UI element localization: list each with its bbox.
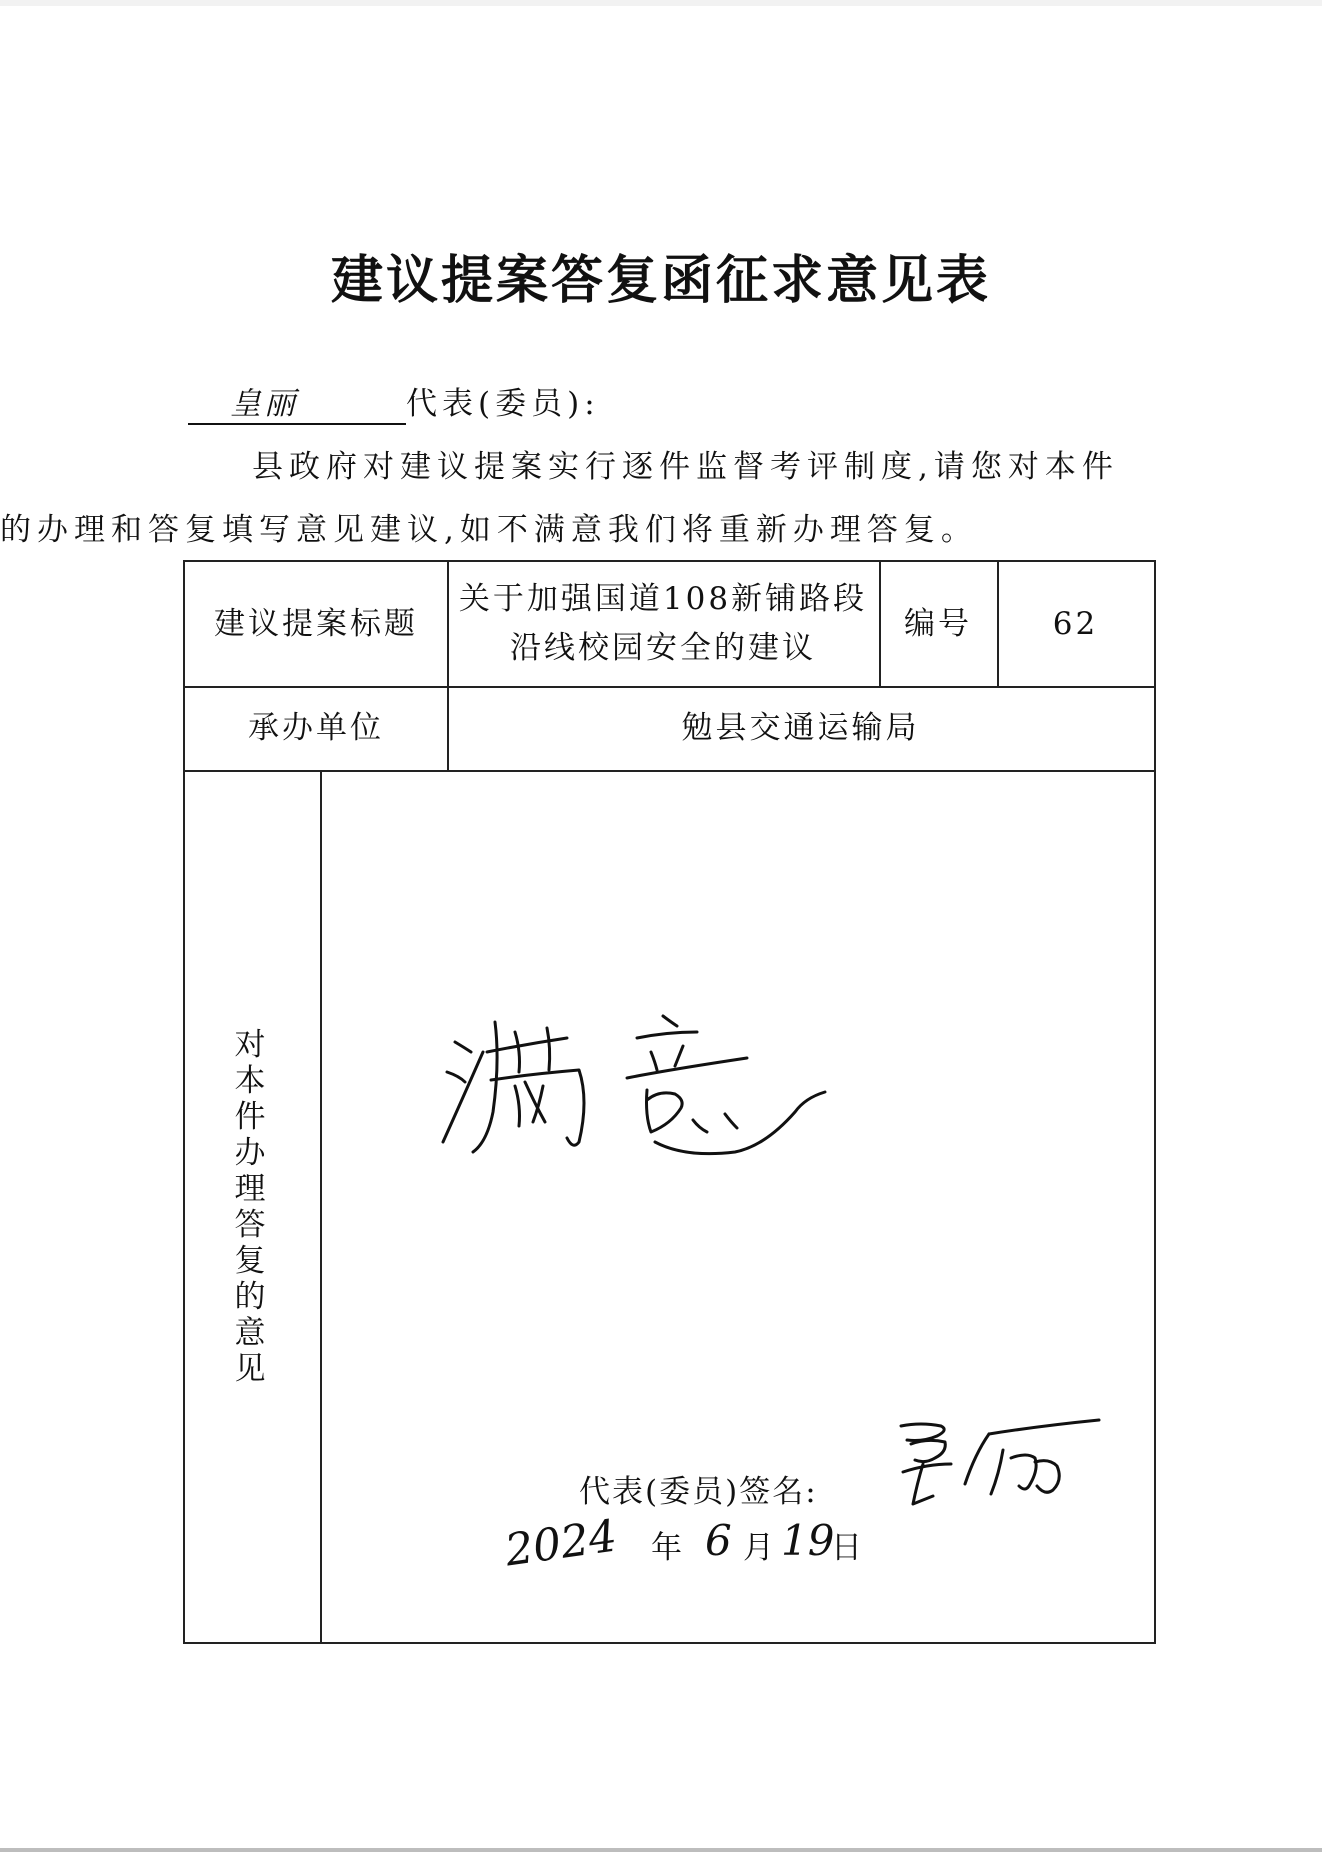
opinion-label-char: 件 bbox=[234, 1099, 266, 1135]
opinion-label-char: 办 bbox=[234, 1135, 266, 1171]
intro-paragraph bbox=[0, 436, 1168, 562]
scan-edge-top bbox=[0, 0, 1322, 6]
opinion-label-char: 复 bbox=[234, 1243, 266, 1279]
opinion-label-char: 意 bbox=[234, 1315, 266, 1351]
number-label: 编号 bbox=[904, 605, 972, 642]
opinion-label-char: 本 bbox=[234, 1063, 266, 1099]
date-month-handwritten: 6 bbox=[705, 1516, 732, 1565]
handwritten-opinion bbox=[425, 1002, 845, 1162]
opinion-label-char: 的 bbox=[234, 1279, 266, 1315]
document-title: 建议提案答复函征求意见表 bbox=[330, 250, 991, 311]
representative-name: 皇丽 bbox=[188, 378, 406, 425]
opinion-label-char: 理 bbox=[234, 1171, 266, 1207]
intro-line-1: 县政府对建议提案实行逐件监督考评制度,请您对本件 bbox=[252, 449, 1119, 485]
number-value: 62 bbox=[1052, 605, 1099, 642]
signature-label: 代表(委员)签名: bbox=[579, 1474, 818, 1510]
date-year-suffix: 年 bbox=[651, 1530, 682, 1566]
intro-line-2: 的办理和答复填写意见建议,如不满意我们将重新办理答复。 bbox=[0, 512, 978, 548]
unit-value: 勉县交通运输局 bbox=[681, 709, 920, 746]
date-year-handwritten: 2024 bbox=[501, 1510, 620, 1577]
unit-label: 承办单位 bbox=[248, 709, 384, 746]
date-day-suffix: 日 bbox=[831, 1530, 862, 1566]
date-month-suffix: 月 bbox=[743, 1530, 774, 1566]
date-day-handwritten: 19 bbox=[781, 1516, 835, 1565]
opinion-form-table bbox=[183, 560, 1156, 1644]
opinion-label-char: 对 bbox=[234, 1027, 266, 1063]
greeting-line bbox=[188, 378, 600, 425]
scan-edge-bottom bbox=[0, 1848, 1322, 1852]
opinion-label-char: 答 bbox=[234, 1207, 266, 1243]
title-value-line-2: 沿线校园安全的建议 bbox=[510, 630, 816, 666]
title-value-line-1: 关于加强国道108新铺路段 bbox=[458, 581, 868, 617]
opinion-label bbox=[220, 1027, 280, 1387]
opinion-label-char: 见 bbox=[234, 1351, 266, 1387]
handwritten-signature bbox=[893, 1414, 1133, 1514]
title-value bbox=[447, 562, 879, 686]
greeting-suffix: 代表(委员): bbox=[406, 386, 600, 422]
title-label: 建议提案标题 bbox=[214, 605, 418, 642]
